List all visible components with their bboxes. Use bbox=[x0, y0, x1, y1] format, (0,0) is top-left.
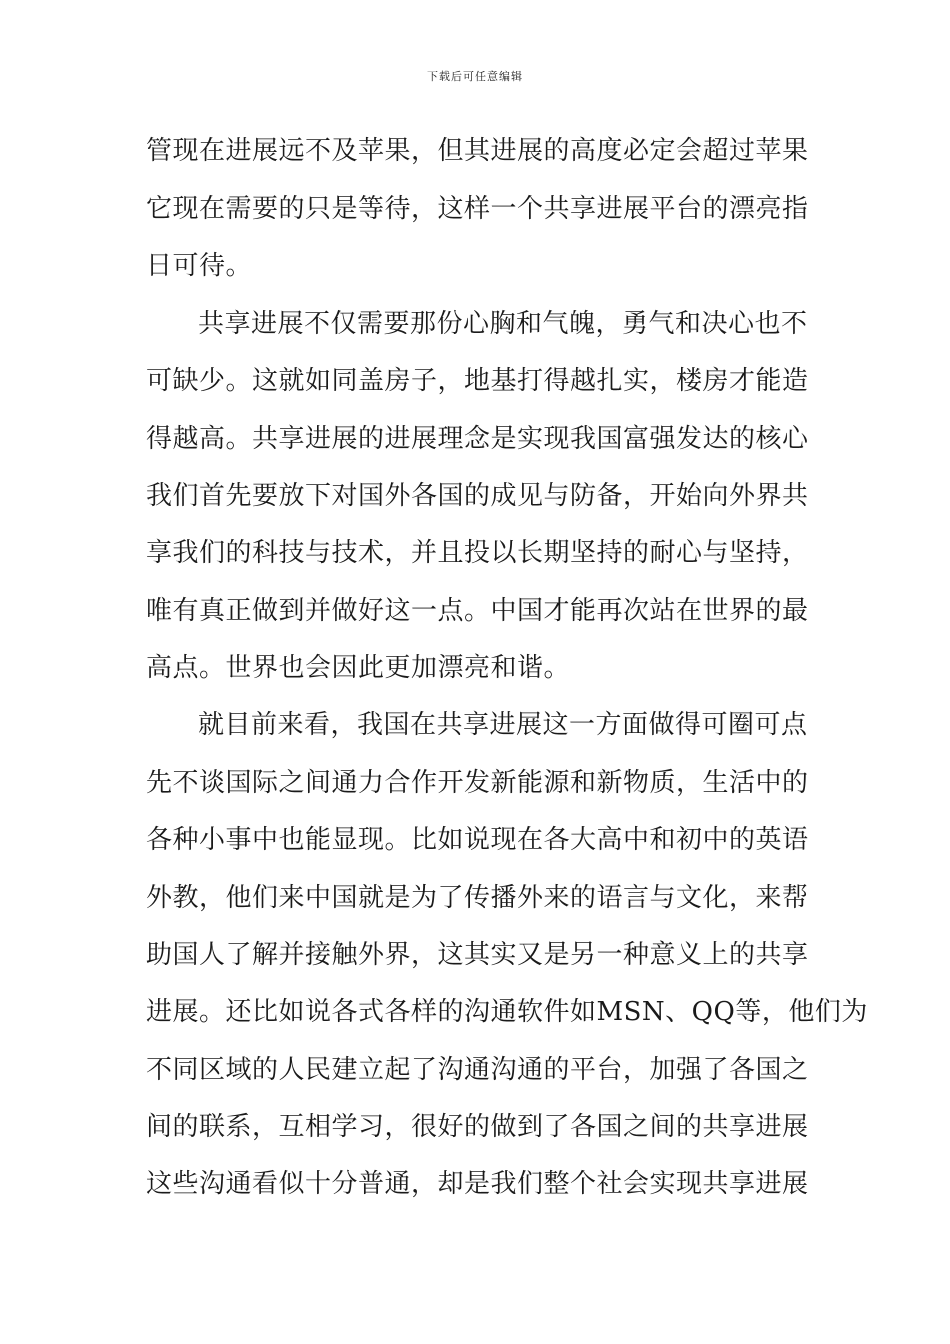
paragraph-first-line: 就目前来看，我国在共享进展这一方面做得可圈可点 bbox=[198, 710, 808, 740]
text-line: 享我们的科技与技术，并且投以长期坚持的耐心与坚持， bbox=[146, 538, 809, 568]
text-line: 它现在需要的只是等待，这样一个共享进展平台的漂亮指 bbox=[146, 194, 809, 224]
text-line: 不同区域的人民建立起了沟通沟通的平台，加强了各国之 bbox=[146, 1055, 809, 1085]
text-line: 日可待。 bbox=[146, 251, 253, 281]
text-line: 得越高。共享进展的进展理念是实现我国富强发达的核心 bbox=[146, 424, 809, 454]
text-line: 进展。还比如说各式各样的沟通软件如MSN、QQ等，他们为 bbox=[146, 997, 868, 1027]
text-line: 这些沟通看似十分普通，却是我们整个社会实现共享进展 bbox=[146, 1169, 809, 1199]
paragraph-first-line: 共享进展不仅需要那份心胸和气魄，勇气和决心也不 bbox=[198, 309, 808, 339]
text-line: 先不谈国际之间通力合作开发新能源和新物质，生活中的 bbox=[146, 768, 809, 798]
text-line: 间的联系，互相学习，很好的做到了各国之间的共享进展 bbox=[146, 1112, 809, 1142]
text-line: 我们首先要放下对国外各国的成见与防备，开始向外界共 bbox=[146, 481, 809, 511]
text-line: 助国人了解并接触外界，这其实又是另一种意义上的共享 bbox=[146, 940, 809, 970]
text-line: 唯有真正做到并做好这一点。中国才能再次站在世界的最 bbox=[146, 596, 809, 626]
text-line: 外教，他们来中国就是为了传播外来的语言与文化，来帮 bbox=[146, 883, 809, 913]
page-header: 下载后可任意编辑 bbox=[427, 70, 523, 83]
text-line: 高点。世界也会因此更加漂亮和谐。 bbox=[146, 653, 571, 683]
text-line: 管现在进展远不及苹果，但其进展的高度必定会超过苹果 bbox=[146, 136, 809, 166]
text-line: 可缺少。这就如同盖房子，地基打得越扎实，楼房才能造 bbox=[146, 366, 809, 396]
text-line: 各种小事中也能显现。比如说现在各大高中和初中的英语 bbox=[146, 825, 809, 855]
